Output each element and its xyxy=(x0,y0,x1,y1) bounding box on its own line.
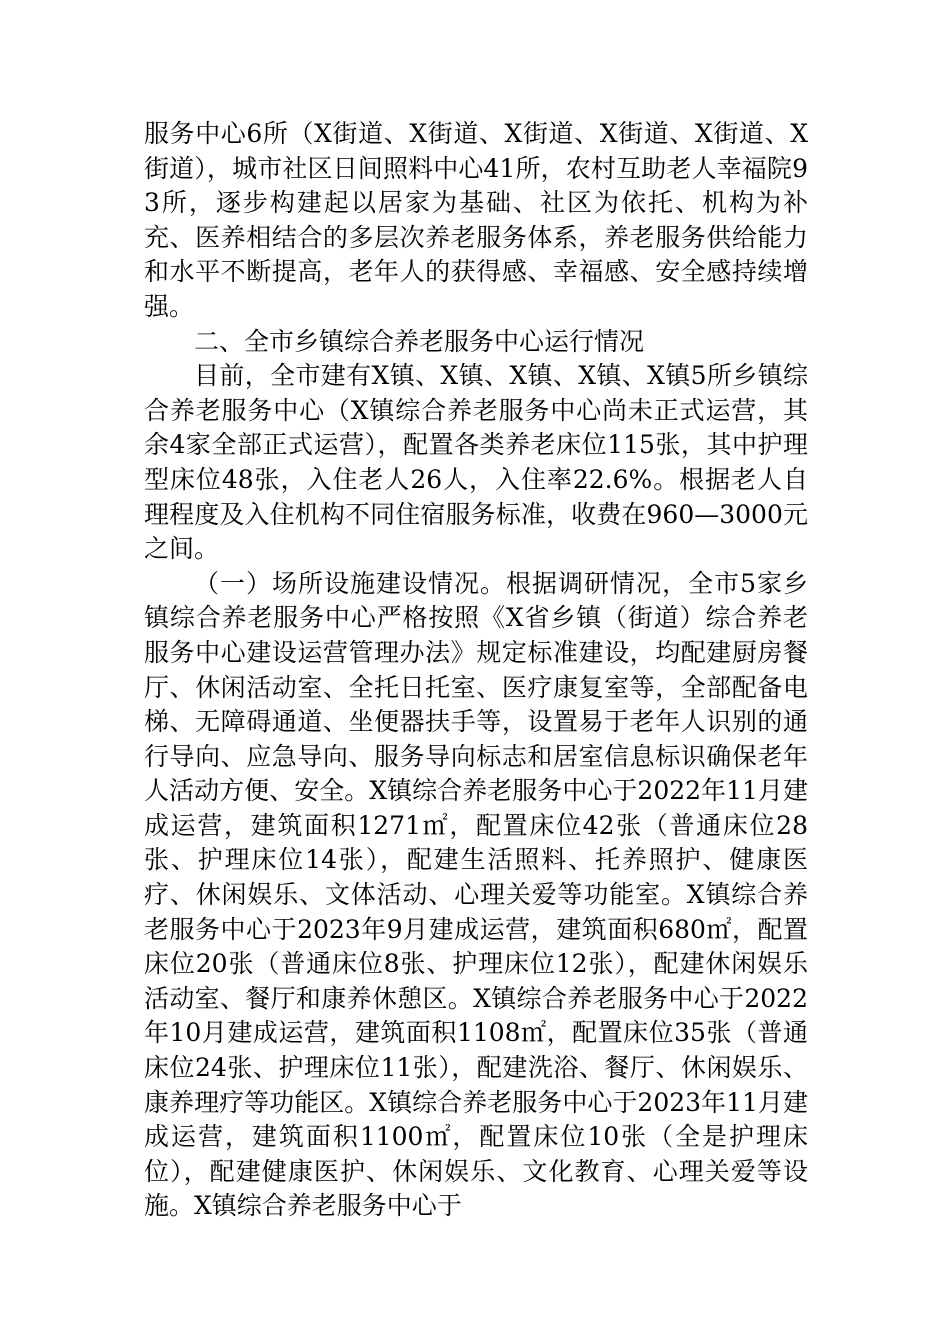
paragraph-service-overview: 服务中心6所（X街道、X街道、X街道、X街道、X街道、X街道），城市社区日间照料中心41所，农村互助老人幸福院93所，逐步构建起以居家为基础、社区为依托、机构为补充、医养相结合的多层次养老服务体系，养老服务供给能力和水平不断提高，老年人的获得感、幸福感、安全感持续增强。 xyxy=(144,119,808,321)
document-body xyxy=(144,117,808,1224)
paragraph-facility-construction: （一）场所设施建设情况。根据调研情况，全市5家乡镇综合养老服务中心严格按照《X省乡镇（街道）综合养老服务中心建设运营管理办法》规定标准建设，均配建厨房餐厅、休闲活动室、全托日托室、医疗康复室等，全部配备电梯、无障碍通道、坐便器扶手等，设置易于老年人识别的通行导向、应急导向、服务导向标志和居室信息标识确保老年人活动方便、安全。X镇综合养老服务中心于2022年11月建成运营，建筑面积1271㎡，配置床位42张（普通床位28张、护理床位14张），配建生活照料、托养照护、健康医疗、休闲娱乐、文体活动、心理关爱等功能室。X镇综合养老服务中心于2023年9月建成运营，建筑面积680㎡，配置床位20张（普通床位8张、护理床位12张），配建休闲娱乐活动室、餐厅和康养休憩区。X镇综合养老服务中心于2022年10月建成运营，建筑面积1108㎡，配置床位35张（普通床位24张、护理床位11张），配建洗浴、餐厅、休闲娱乐、康养理疗等功能区。X镇综合养老服务中心于2023年11月建成运营，建筑面积1100㎡，配置床位10张（全是护理床位），配建健康医护、休闲娱乐、文化教育、心理关爱等设施。X镇综合养老服务中心于 xyxy=(144,568,808,1221)
paragraph-current-status: 目前，全市建有X镇、X镇、X镇、X镇、X镇5所乡镇综合养老服务中心（X镇综合养老服务中心尚未正式运营，其余4家全部正式运营），配置各类养老床位115张，其中护理型床位48张，入住老人26人，入住率22.6%。根据老人自理程度及入住机构不同住宿服务标准，收费在960—3000元之间。 xyxy=(144,361,808,564)
section-heading-2: 二、全市乡镇综合养老服务中心运行情况 xyxy=(194,326,645,356)
